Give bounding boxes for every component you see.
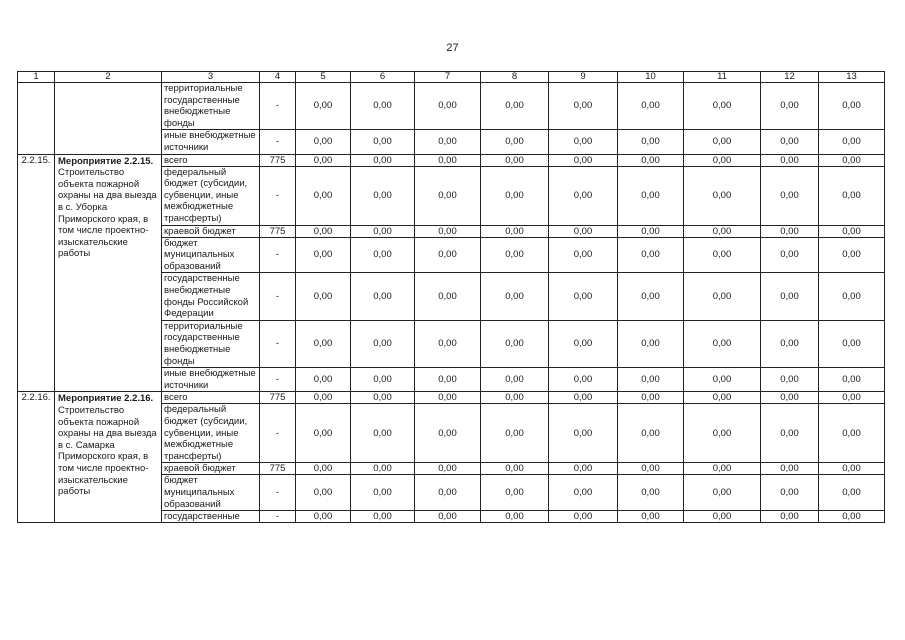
value-cell: 0,00 <box>415 166 481 225</box>
value-cell: 0,00 <box>684 154 761 166</box>
value-cell: 0,00 <box>549 320 618 367</box>
funding-source: федеральный бюджет (субсидии, субвенции, иные межбюджетные трансферты) <box>162 404 260 463</box>
value-cell: 0,00 <box>481 130 549 154</box>
column-header: 7 <box>415 72 481 83</box>
value-cell: 0,00 <box>761 511 819 523</box>
value-cell: 0,00 <box>684 225 761 237</box>
value-cell: 0,00 <box>618 225 684 237</box>
value-cell: 0,00 <box>351 511 415 523</box>
value-cell: 0,00 <box>761 404 819 463</box>
value-cell: 0,00 <box>761 166 819 225</box>
value-cell: 0,00 <box>819 273 885 320</box>
value-cell: 0,00 <box>415 273 481 320</box>
value-cell: 0,00 <box>549 273 618 320</box>
column-header: 13 <box>819 72 885 83</box>
column-header: 3 <box>162 72 260 83</box>
value-cell: 0,00 <box>415 130 481 154</box>
value-cell: 0,00 <box>819 83 885 130</box>
value-cell: 0,00 <box>549 225 618 237</box>
value-cell: 0,00 <box>761 320 819 367</box>
value-cell: 0,00 <box>481 320 549 367</box>
column-header: 5 <box>296 72 351 83</box>
value-cell: 0,00 <box>296 368 351 392</box>
funding-source: иные внебюджетные источники <box>162 368 260 392</box>
value-cell: 0,00 <box>618 511 684 523</box>
value-cell: 0,00 <box>618 83 684 130</box>
budget-code: - <box>260 475 296 511</box>
page-number: 27 <box>446 42 459 54</box>
table-row <box>18 392 885 404</box>
value-cell: 0,00 <box>819 392 885 404</box>
value-cell: 0,00 <box>296 475 351 511</box>
value-cell: 0,00 <box>618 154 684 166</box>
value-cell: 0,00 <box>819 237 885 273</box>
value-cell: 0,00 <box>819 475 885 511</box>
value-cell: 0,00 <box>819 368 885 392</box>
budget-code: 775 <box>260 225 296 237</box>
value-cell: 0,00 <box>549 83 618 130</box>
value-cell: 0,00 <box>296 273 351 320</box>
funding-source: всего <box>162 392 260 404</box>
value-cell: 0,00 <box>415 154 481 166</box>
measure-name-cell <box>55 154 162 392</box>
continuation-name-cell <box>55 83 162 155</box>
funding-source: федеральный бюджет (субсидии, субвенции, иные межбюджетные трансферты) <box>162 166 260 225</box>
value-cell: 0,00 <box>684 511 761 523</box>
value-cell: 0,00 <box>549 463 618 475</box>
value-cell: 0,00 <box>761 463 819 475</box>
value-cell: 0,00 <box>296 225 351 237</box>
value-cell: 0,00 <box>761 154 819 166</box>
funding-source: краевой бюджет <box>162 225 260 237</box>
value-cell: 0,00 <box>819 225 885 237</box>
value-cell: 0,00 <box>618 475 684 511</box>
budget-code: - <box>260 511 296 523</box>
table-body <box>18 72 885 523</box>
budget-code: 775 <box>260 463 296 475</box>
value-cell: 0,00 <box>415 392 481 404</box>
value-cell: 0,00 <box>415 320 481 367</box>
value-cell: 0,00 <box>415 404 481 463</box>
budget-code: - <box>260 166 296 225</box>
value-cell: 0,00 <box>351 368 415 392</box>
value-cell: 0,00 <box>684 83 761 130</box>
funding-source: бюджет муниципальных образований <box>162 475 260 511</box>
budget-code: - <box>260 368 296 392</box>
budget-code: - <box>260 320 296 367</box>
value-cell: 0,00 <box>549 368 618 392</box>
value-cell: 0,00 <box>481 225 549 237</box>
budget-table <box>17 71 885 523</box>
value-cell: 0,00 <box>481 368 549 392</box>
value-cell: 0,00 <box>684 475 761 511</box>
value-cell: 0,00 <box>684 237 761 273</box>
value-cell: 0,00 <box>618 273 684 320</box>
value-cell: 0,00 <box>481 83 549 130</box>
value-cell: 0,00 <box>684 463 761 475</box>
value-cell: 0,00 <box>618 320 684 367</box>
value-cell: 0,00 <box>549 237 618 273</box>
measure-description: Строительство объекта пожарной охраны на два выезда в с. Уборка Приморского края, в том числе проектно-изыскательские работы <box>58 167 157 260</box>
value-cell: 0,00 <box>549 166 618 225</box>
header-row <box>18 72 885 83</box>
value-cell: 0,00 <box>761 237 819 273</box>
value-cell: 0,00 <box>481 154 549 166</box>
value-cell: 0,00 <box>351 320 415 367</box>
budget-code: - <box>260 404 296 463</box>
value-cell: 0,00 <box>819 130 885 154</box>
budget-code: 775 <box>260 154 296 166</box>
value-cell: 0,00 <box>684 130 761 154</box>
value-cell: 0,00 <box>296 237 351 273</box>
value-cell: 0,00 <box>351 392 415 404</box>
value-cell: 0,00 <box>481 404 549 463</box>
value-cell: 0,00 <box>351 475 415 511</box>
value-cell: 0,00 <box>684 404 761 463</box>
value-cell: 0,00 <box>351 130 415 154</box>
value-cell: 0,00 <box>761 225 819 237</box>
value-cell: 0,00 <box>296 404 351 463</box>
value-cell: 0,00 <box>618 463 684 475</box>
column-header: 10 <box>618 72 684 83</box>
value-cell: 0,00 <box>415 511 481 523</box>
value-cell: 0,00 <box>481 463 549 475</box>
measure-name-cell <box>55 392 162 523</box>
measure-title: Мероприятие 2.2.15. <box>58 155 154 167</box>
value-cell: 0,00 <box>684 392 761 404</box>
funding-source: иные внебюджетные источники <box>162 130 260 154</box>
value-cell: 0,00 <box>549 511 618 523</box>
value-cell: 0,00 <box>618 404 684 463</box>
budget-code: - <box>260 273 296 320</box>
continuation-number-cell <box>18 83 55 155</box>
funding-source: всего <box>162 154 260 166</box>
funding-source: бюджет муниципальных образований <box>162 237 260 273</box>
value-cell: 0,00 <box>351 463 415 475</box>
table-row <box>18 154 885 166</box>
value-cell: 0,00 <box>351 225 415 237</box>
value-cell: 0,00 <box>481 237 549 273</box>
value-cell: 0,00 <box>549 154 618 166</box>
value-cell: 0,00 <box>296 130 351 154</box>
value-cell: 0,00 <box>684 320 761 367</box>
value-cell: 0,00 <box>296 463 351 475</box>
value-cell: 0,00 <box>819 320 885 367</box>
value-cell: 0,00 <box>415 237 481 273</box>
funding-source: территориальные государственные внебюджетные фонды <box>162 83 260 130</box>
column-header: 6 <box>351 72 415 83</box>
value-cell: 0,00 <box>549 475 618 511</box>
budget-code: 775 <box>260 392 296 404</box>
column-header: 4 <box>260 72 296 83</box>
table-row <box>18 83 885 130</box>
value-cell: 0,00 <box>549 130 618 154</box>
value-cell: 0,00 <box>761 130 819 154</box>
value-cell: 0,00 <box>296 166 351 225</box>
value-cell: 0,00 <box>549 392 618 404</box>
funding-source: государственные внебюджетные фонды Российской Федерации <box>162 273 260 320</box>
column-header: 2 <box>55 72 162 83</box>
budget-code: - <box>260 130 296 154</box>
value-cell: 0,00 <box>761 368 819 392</box>
value-cell: 0,00 <box>481 511 549 523</box>
measure-number: 2.2.15. <box>18 154 55 392</box>
value-cell: 0,00 <box>351 83 415 130</box>
value-cell: 0,00 <box>761 475 819 511</box>
value-cell: 0,00 <box>296 154 351 166</box>
value-cell: 0,00 <box>415 463 481 475</box>
column-header: 11 <box>684 72 761 83</box>
value-cell: 0,00 <box>415 83 481 130</box>
column-header: 12 <box>761 72 819 83</box>
value-cell: 0,00 <box>351 166 415 225</box>
measure-number: 2.2.16. <box>18 392 55 523</box>
value-cell: 0,00 <box>819 404 885 463</box>
value-cell: 0,00 <box>351 154 415 166</box>
value-cell: 0,00 <box>684 368 761 392</box>
value-cell: 0,00 <box>296 511 351 523</box>
value-cell: 0,00 <box>684 273 761 320</box>
value-cell: 0,00 <box>761 392 819 404</box>
value-cell: 0,00 <box>549 404 618 463</box>
budget-code: - <box>260 237 296 273</box>
value-cell: 0,00 <box>296 83 351 130</box>
measure-title: Мероприятие 2.2.16. <box>58 393 154 405</box>
value-cell: 0,00 <box>761 273 819 320</box>
column-header: 9 <box>549 72 618 83</box>
value-cell: 0,00 <box>351 237 415 273</box>
value-cell: 0,00 <box>415 475 481 511</box>
value-cell: 0,00 <box>618 392 684 404</box>
value-cell: 0,00 <box>684 166 761 225</box>
funding-source: государственные <box>162 511 260 523</box>
value-cell: 0,00 <box>415 368 481 392</box>
measure-description: Строительство объекта пожарной охраны на два выезда в с. Самарка Приморского края, в том числе проектно-изыскательские работы <box>58 404 157 498</box>
column-header: 8 <box>481 72 549 83</box>
value-cell: 0,00 <box>618 237 684 273</box>
value-cell: 0,00 <box>415 225 481 237</box>
value-cell: 0,00 <box>618 368 684 392</box>
value-cell: 0,00 <box>351 273 415 320</box>
value-cell: 0,00 <box>819 511 885 523</box>
value-cell: 0,00 <box>618 130 684 154</box>
value-cell: 0,00 <box>618 166 684 225</box>
column-header: 1 <box>18 72 55 83</box>
value-cell: 0,00 <box>296 320 351 367</box>
value-cell: 0,00 <box>481 273 549 320</box>
value-cell: 0,00 <box>481 392 549 404</box>
value-cell: 0,00 <box>296 392 351 404</box>
funding-source: территориальные государственные внебюджетные фонды <box>162 320 260 367</box>
value-cell: 0,00 <box>481 475 549 511</box>
budget-code: - <box>260 83 296 130</box>
value-cell: 0,00 <box>481 166 549 225</box>
funding-source: краевой бюджет <box>162 463 260 475</box>
value-cell: 0,00 <box>819 166 885 225</box>
value-cell: 0,00 <box>351 404 415 463</box>
value-cell: 0,00 <box>761 83 819 130</box>
value-cell: 0,00 <box>819 154 885 166</box>
value-cell: 0,00 <box>819 463 885 475</box>
